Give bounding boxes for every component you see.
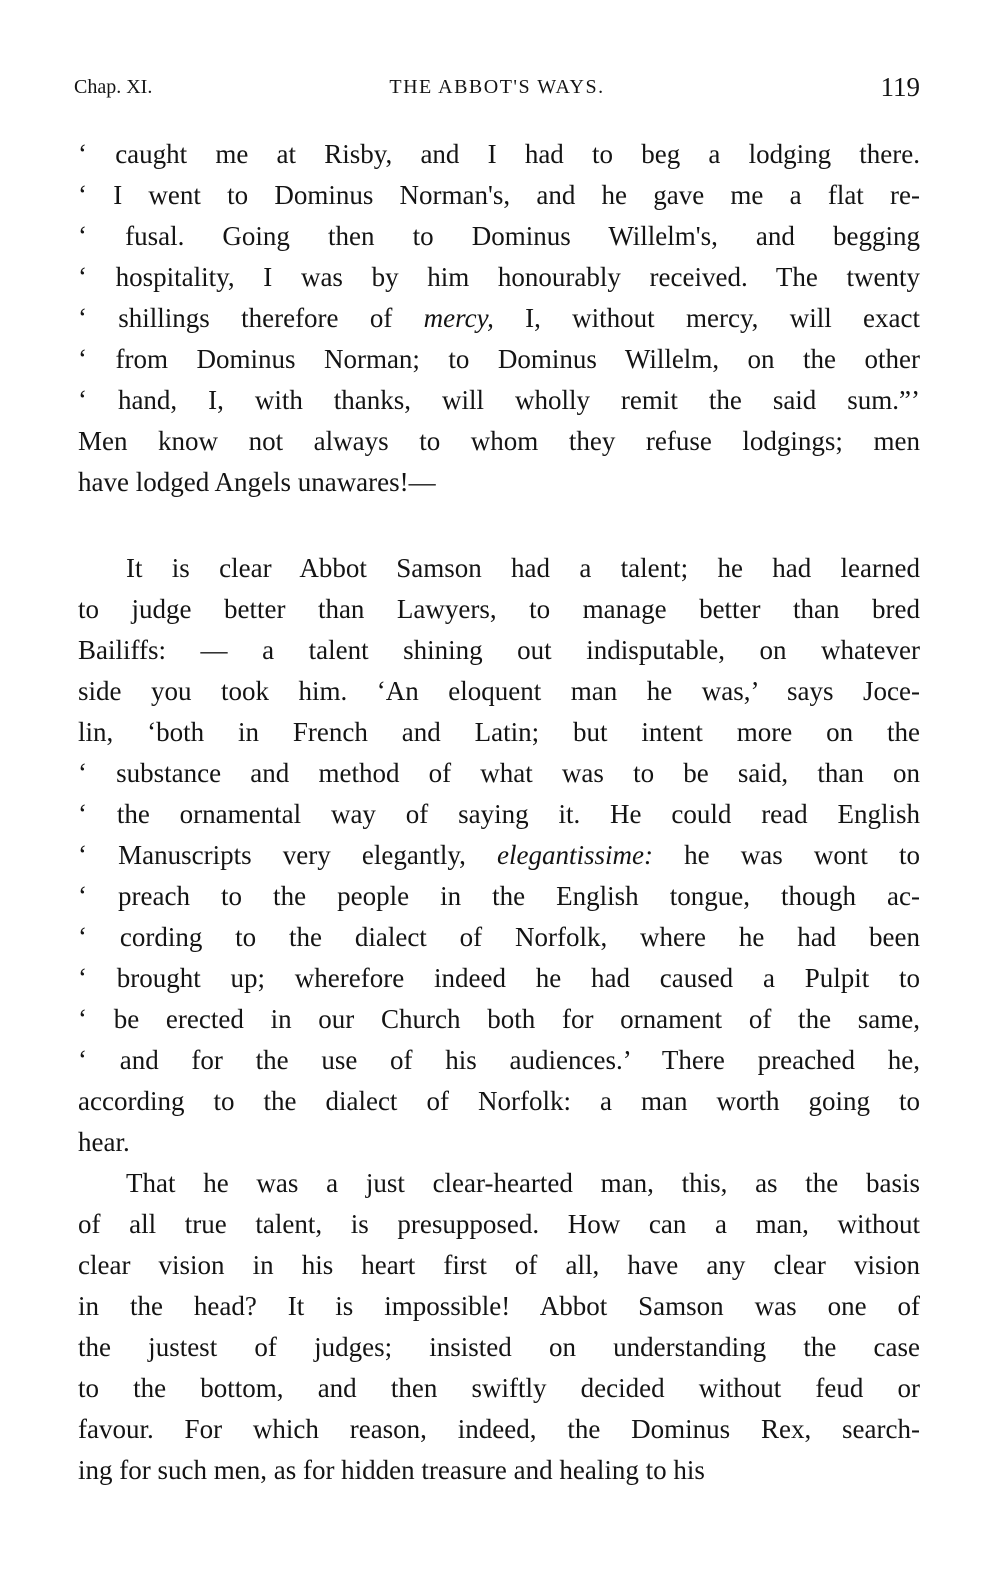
text-line bbox=[78, 175, 920, 216]
text-line bbox=[78, 1122, 920, 1163]
text-line bbox=[78, 1327, 920, 1368]
chapter-label: Chap. XI. bbox=[74, 76, 153, 98]
text-line bbox=[78, 380, 920, 421]
text-run: ‘ cording to the dialect of Norfolk, where he had been bbox=[78, 922, 920, 952]
text-line bbox=[78, 1368, 920, 1409]
text-run: according to the dialect of Norfolk: a man worth going to bbox=[78, 1086, 920, 1116]
paragraph-just-man bbox=[78, 1163, 920, 1491]
text-run: clear vision in his heart first of all, have any clear vision bbox=[78, 1250, 920, 1280]
text-run: the justest of judges; insisted on understanding the case bbox=[78, 1332, 920, 1362]
text-run: ‘ preach to the people in the English tongue, though ac- bbox=[78, 881, 920, 911]
text-run: ‘ hand, I, with thanks, will wholly remit the said sum.”’ bbox=[78, 385, 920, 415]
text-line bbox=[78, 835, 920, 876]
text-run: hear. bbox=[78, 1127, 130, 1157]
text-run: ‘ caught me at Risby, and I had to beg a lodging there. bbox=[78, 139, 920, 169]
text-line bbox=[78, 298, 920, 339]
paragraph-quote-continuation bbox=[78, 134, 920, 503]
text-run: mercy, bbox=[423, 303, 494, 333]
text-line bbox=[78, 1081, 920, 1122]
text-run: ‘ I went to Dominus Norman's, and he gave me a flat re- bbox=[78, 180, 920, 210]
text-run: ‘ hospitality, I was by him honourably received. The twenty bbox=[78, 262, 920, 292]
text-line bbox=[78, 1409, 920, 1450]
text-run: ‘ from Dominus Norman; to Dominus Willelm, on the other bbox=[78, 344, 920, 374]
text-line bbox=[78, 339, 920, 380]
text-run: ‘ Manuscripts very elegantly, bbox=[78, 840, 497, 870]
text-run: he was wont to bbox=[652, 840, 920, 870]
text-line bbox=[78, 589, 920, 630]
text-line bbox=[78, 794, 920, 835]
text-run: side you took him. ‘An eloquent man he was,’ says Joce- bbox=[78, 676, 920, 706]
text-line bbox=[78, 1040, 920, 1081]
text-run: ‘ substance and method of what was to be said, than on bbox=[78, 758, 920, 788]
text-line bbox=[78, 753, 920, 794]
text-run: have lodged Angels unawares!— bbox=[78, 467, 436, 497]
text-run: ‘ the ornamental way of saying it. He could read English bbox=[78, 799, 920, 829]
text-line bbox=[78, 1245, 920, 1286]
text-run: of all true talent, is presupposed. How can a man, without bbox=[78, 1209, 920, 1239]
text-run: ‘ shillings therefore of bbox=[78, 303, 424, 333]
text-line bbox=[78, 917, 920, 958]
text-run: elegantissime: bbox=[496, 840, 653, 870]
text-line bbox=[78, 671, 920, 712]
text-line bbox=[78, 1450, 920, 1491]
text-line bbox=[78, 462, 920, 503]
running-title: THE ABBOT'S WAYS. bbox=[389, 76, 605, 98]
text-run: ing for such men, as for hidden treasure and healing to his bbox=[78, 1455, 705, 1485]
running-header bbox=[74, 72, 920, 108]
text-run: ‘ fusal. Going then to Dominus Willelm's, and begging bbox=[78, 221, 920, 251]
text-line bbox=[78, 421, 920, 462]
text-run: Bailiffs: — a talent shining out indisputable, on whatever bbox=[78, 635, 920, 665]
text-line bbox=[78, 958, 920, 999]
text-run: to judge better than Lawyers, to manage better than bred bbox=[78, 594, 920, 624]
page-number: 119 bbox=[880, 72, 920, 102]
text-run: ‘ be erected in our Church both for ornament of the same, bbox=[78, 1004, 920, 1034]
text-run: That he was a just clear-hearted man, this, as the basis bbox=[126, 1168, 920, 1198]
text-line bbox=[78, 1286, 920, 1327]
text-run: I, without mercy, will exact bbox=[493, 303, 920, 333]
text-run: to the bottom, and then swiftly decided without feud or bbox=[78, 1373, 920, 1403]
text-line bbox=[78, 1204, 920, 1245]
text-run: favour. For which reason, indeed, the Dominus Rex, search- bbox=[78, 1414, 920, 1444]
text-line bbox=[78, 712, 920, 753]
text-run: Men know not always to whom they refuse lodgings; men bbox=[78, 426, 920, 456]
text-run: ‘ and for the use of his audiences.’ There preached he, bbox=[78, 1045, 920, 1075]
text-line bbox=[78, 548, 920, 589]
text-line bbox=[78, 257, 920, 298]
text-run: in the head? It is impossible! Abbot Samson was one of bbox=[78, 1291, 920, 1321]
text-line bbox=[78, 1163, 920, 1204]
text-line bbox=[78, 216, 920, 257]
text-run: It is clear Abbot Samson had a talent; he had learned bbox=[126, 553, 920, 583]
text-run: ‘ brought up; wherefore indeed he had caused a Pulpit to bbox=[78, 963, 920, 993]
text-run: lin, ‘both in French and Latin; but intent more on the bbox=[78, 717, 920, 747]
text-line bbox=[78, 630, 920, 671]
paragraph-talent bbox=[78, 548, 920, 1163]
text-line bbox=[78, 134, 920, 175]
text-line bbox=[78, 999, 920, 1040]
text-line bbox=[78, 876, 920, 917]
